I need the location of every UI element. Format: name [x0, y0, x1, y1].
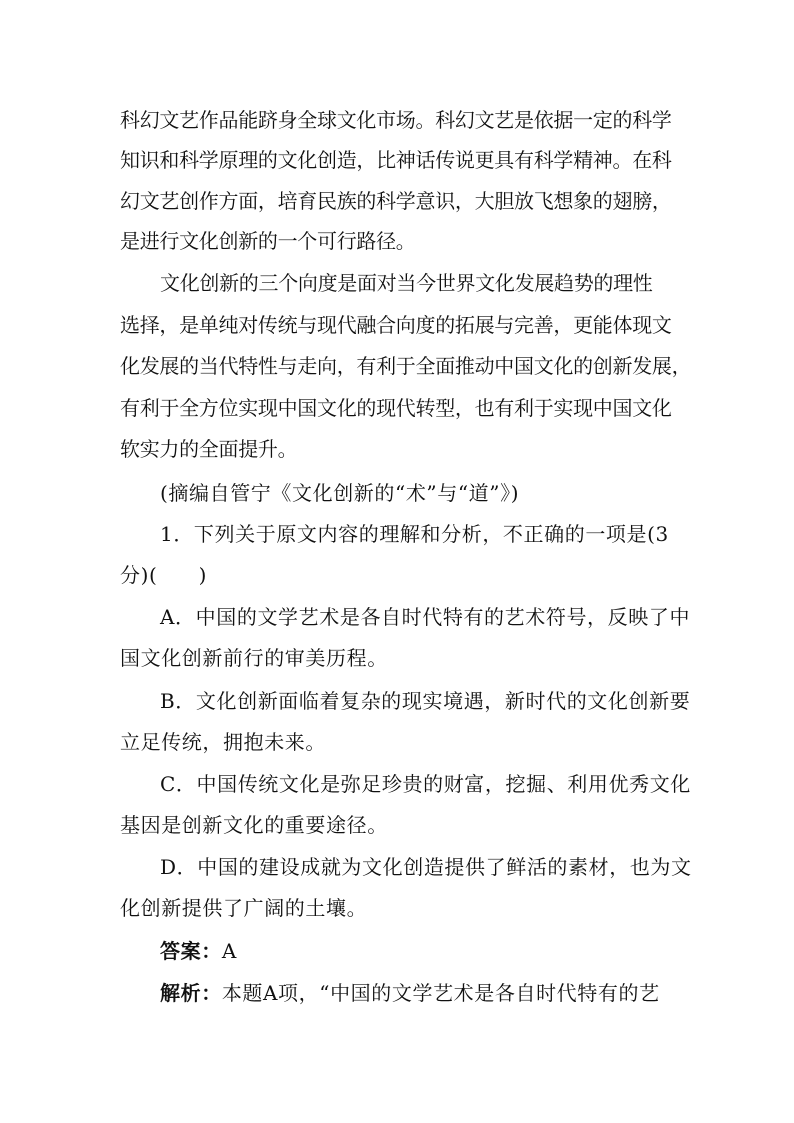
option-a-line-2: 国文化创新前行的审美历程。: [120, 646, 388, 670]
option-b-line-1: B．文化创新面临着复杂的现实境遇，新时代的文化创新要: [160, 689, 691, 713]
paragraph-2-line-5: 软实力的全面提升。: [120, 437, 298, 461]
paragraph-1-line-3: 幻文艺创作方面，培育民族的科学意识，大胆放飞想象的翅膀，: [120, 189, 672, 213]
option-c-line-2: 基因是创新文化的重要途径。: [120, 813, 388, 837]
analysis-line: [160, 981, 680, 1007]
paragraph-2-line-2: 选择，是单纯对传统与现代融合向度的拓展与完善，更能体现文: [120, 313, 672, 337]
paragraph-2-line-4: 有利于全方位实现中国文化的现代转型，也有利于实现中国文化: [120, 396, 672, 420]
analysis-label: 解析：: [160, 981, 222, 1005]
source-citation: (摘编自管宁《文化创新的“术”与“道”》): [160, 481, 520, 505]
paragraph-2-line-3: 化发展的当代特性与走向，有利于全面推动中国文化的创新发展，: [120, 354, 692, 378]
option-d-line-1: D．中国的建设成就为文化创造提供了鲜活的素材，也为文: [160, 855, 692, 879]
answer-label: 答案：: [160, 939, 222, 963]
paragraph-1-line-2: 知识和科学原理的文化创造，比神话传说更具有科学精神。在科: [120, 148, 672, 172]
option-c-line-1: C．中国传统文化是弥足珍贵的财富，挖掘、利用优秀文化: [160, 772, 691, 796]
option-b-line-2: 立足传统，拥抱未来。: [120, 730, 326, 754]
answer-value: A: [221, 939, 237, 963]
question-1-stem-line-2: 分)( ): [120, 563, 208, 587]
option-d-line-2: 化创新提供了广阔的土壤。: [120, 896, 368, 920]
paragraph-2-line-1: 文化创新的三个向度是面对当今世界文化发展趋势的理性: [160, 271, 653, 295]
question-1-stem-line-1: 1．下列关于原文内容的理解和分析，不正确的一项是(3: [160, 522, 669, 546]
answer-line: [160, 939, 680, 965]
analysis-text: 本题A项，“中国的文学艺术是各自时代特有的艺: [221, 981, 660, 1005]
paragraph-1-line-4: 是进行文化创新的一个可行路径。: [120, 229, 416, 253]
paragraph-1-line-1: 科幻文艺作品能跻身全球文化市场。科幻文艺是依据一定的科学: [120, 108, 672, 132]
option-a-line-1: A．中国的文学艺术是各自时代特有的艺术符号，反映了中: [160, 605, 691, 629]
